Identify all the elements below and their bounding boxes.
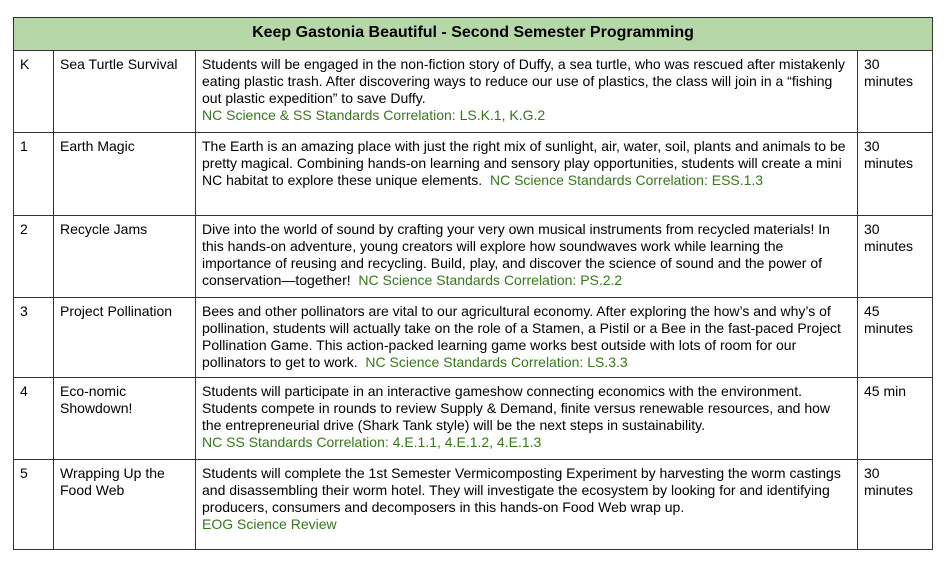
program-name: Wrapping Up the Food Web — [54, 460, 196, 550]
programming-table — [13, 17, 933, 550]
table-row — [14, 133, 933, 216]
duration-cell: 30 minutes — [858, 216, 933, 298]
standards-correlation: NC Science Standards Correlation: LS.3.3 — [365, 354, 628, 370]
standards-correlation: NC Science & SS Standards Correlation: LS.K.1, K.G.2 — [202, 107, 546, 123]
duration-cell: 30 minutes — [858, 133, 933, 216]
table-row — [14, 51, 933, 133]
grade-cell: 5 — [14, 460, 54, 550]
table-row — [14, 378, 933, 460]
table-row — [14, 460, 933, 550]
table-title: Keep Gastonia Beautiful - Second Semester Programming — [14, 18, 933, 51]
description-text: Students will complete the 1st Semester Vermicomposting Experiment by harvesting the worm castings and disassembling their worm hotel. They will investigate the ecosystem by looking for and identifying producers, consumers and decomposers in this hands-on Food Web wrap up. — [202, 465, 841, 515]
description-cell — [196, 460, 858, 550]
grade-cell: 1 — [14, 133, 54, 216]
description-cell — [196, 133, 858, 216]
description-cell — [196, 51, 858, 133]
table-row — [14, 216, 933, 298]
program-name: Eco-nomic Showdown! — [54, 378, 196, 460]
description-cell — [196, 216, 858, 298]
program-name: Recycle Jams — [54, 216, 196, 298]
description-text: The Earth is an amazing place with just the right mix of sunlight, air, water, soil, plants and animals to be pretty magical. Combining hands-on learning and sensory play opportunities, students will create a mini NC habitat to explore these unique elements. — [202, 138, 846, 188]
description-cell — [196, 298, 858, 378]
duration-cell: 30 minutes — [858, 460, 933, 550]
program-name: Earth Magic — [54, 133, 196, 216]
standards-correlation: NC Science Standards Correlation: PS.2.2 — [358, 272, 623, 288]
program-name: Project Pollination — [54, 298, 196, 378]
description-text: Bees and other pollinators are vital to our agricultural economy. After exploring the how’s and why’s of pollination, students will actually take on the role of a Stamen, a Pistil or a Bee in the fast-paced Project Pollination Game. This action-packed learning game works best outside with lots of room for our pollinators to get to work. — [202, 303, 841, 370]
duration-cell: 45 minutes — [858, 298, 933, 378]
grade-cell: 3 — [14, 298, 54, 378]
description-text: Students will be engaged in the non-fiction story of Duffy, a sea turtle, who was rescued after mistakenly eating plastic trash. After discovering ways to reduce our use of plastics, the class will join in a “fishing out plastic expedition” to save Duffy. — [202, 56, 846, 106]
description-text: Dive into the world of sound by crafting your very own musical instruments from recycled materials! In this hands-on adventure, young creators will explore how soundwaves work while learning the importance of reusing and recycling. Build, play, and discover the science of sound and the power of conservation—together! — [202, 221, 830, 288]
description-cell — [196, 378, 858, 460]
grade-cell: 4 — [14, 378, 54, 460]
standards-correlation: NC Science Standards Correlation: ESS.1.3 — [489, 172, 764, 188]
duration-cell: 45 min — [858, 378, 933, 460]
program-name: Sea Turtle Survival — [54, 51, 196, 133]
grade-cell: 2 — [14, 216, 54, 298]
standards-correlation: NC SS Standards Correlation: 4.E.1.1, 4.E.1.2, 4.E.1.3 — [202, 434, 542, 450]
duration-cell: 30 minutes — [858, 51, 933, 133]
grade-cell: K — [14, 51, 54, 133]
description-text: Students will participate in an interactive gameshow connecting economics with the environment. Students compete in rounds to review Supply & Demand, finite versus renewable resources, and how the entrepreneurial drive (Shark Tank style) will be the next steps in sustainability. — [202, 383, 831, 433]
table-row — [14, 298, 933, 378]
standards-correlation: EOG Science Review — [202, 516, 337, 532]
